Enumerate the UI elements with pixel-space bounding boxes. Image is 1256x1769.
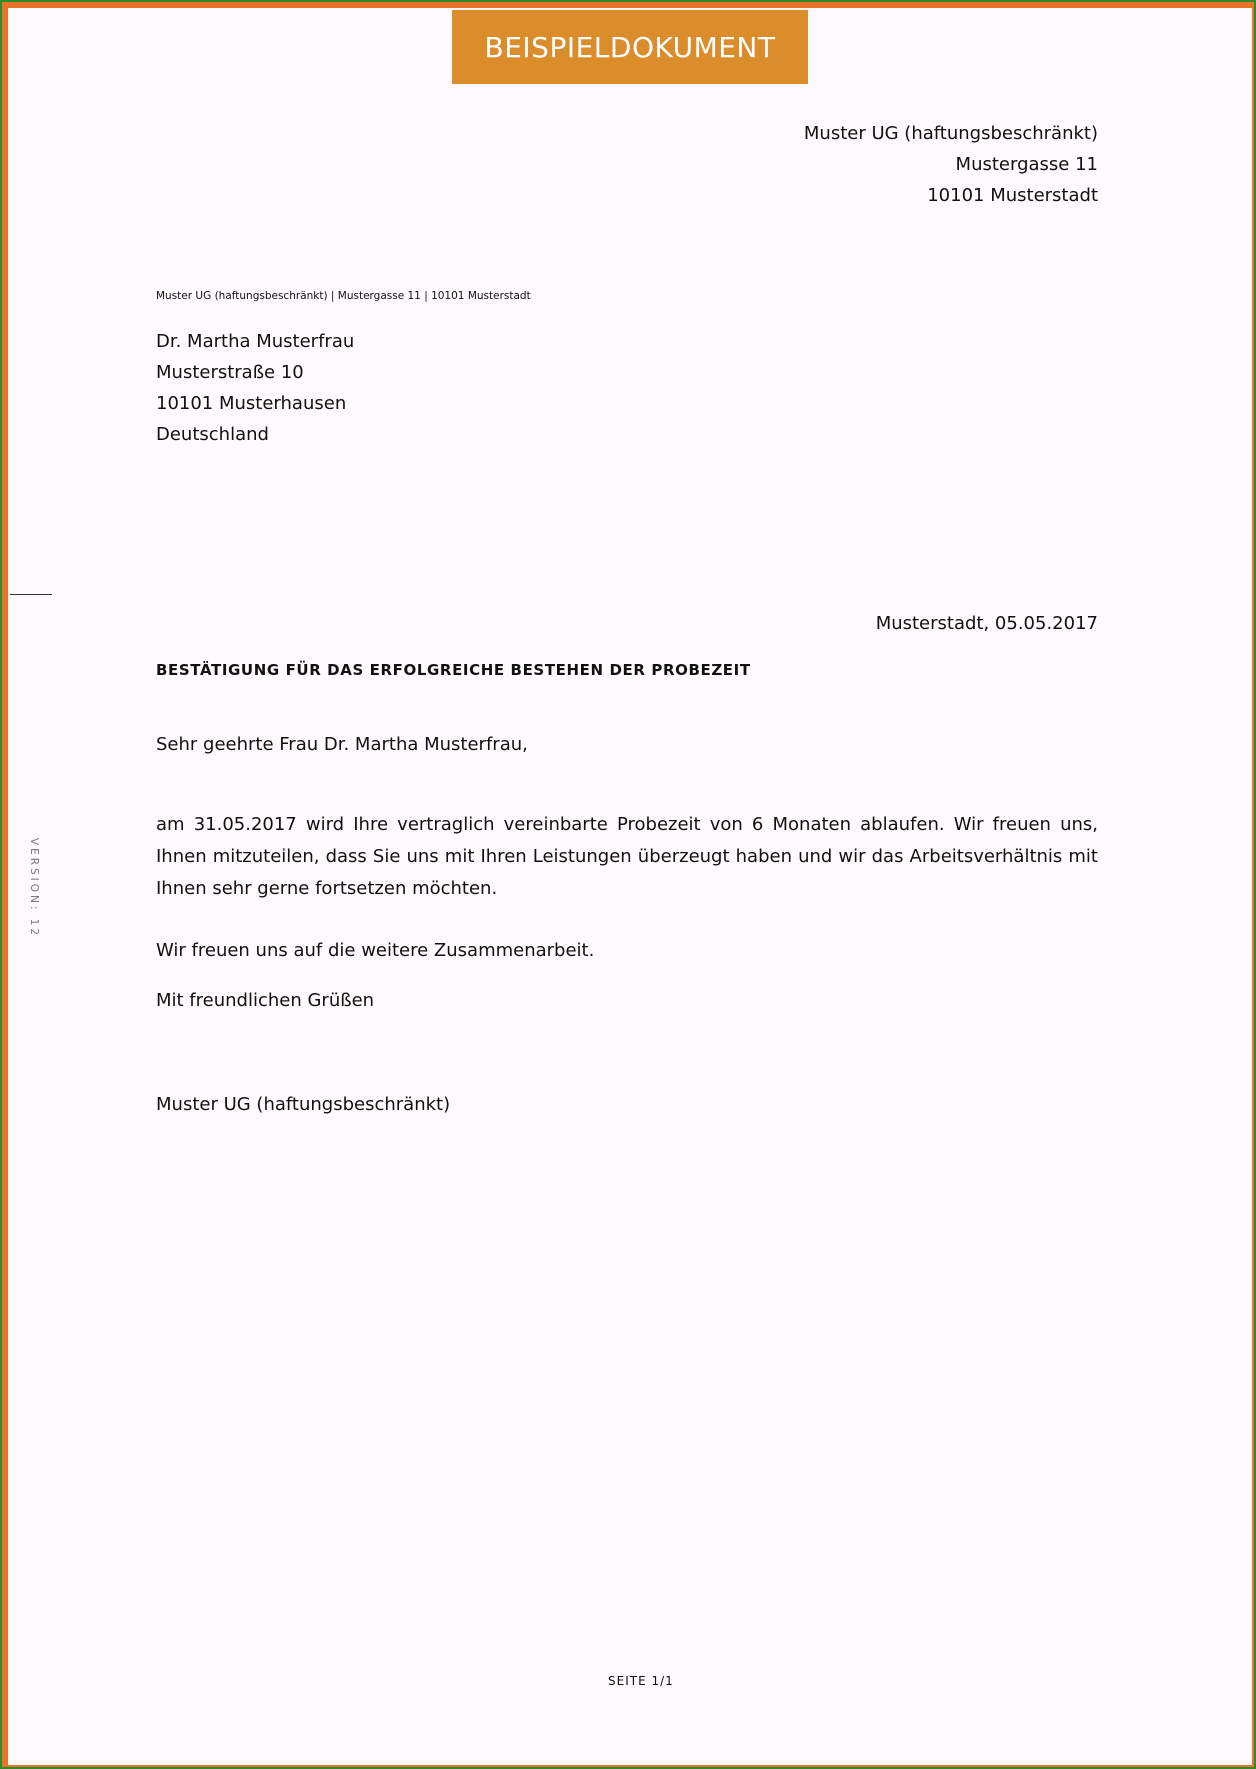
place-date: Musterstadt, 05.05.2017 — [875, 613, 1098, 634]
recipient-street: Musterstraße 10 — [156, 362, 304, 383]
signature-company: Muster UG (haftungsbeschränkt) — [156, 1094, 451, 1115]
recipient-city: 10101 Musterhausen — [156, 393, 347, 414]
page-number: SEITE 1/1 — [608, 1674, 674, 1688]
recipient-country: Deutschland — [156, 424, 269, 445]
sample-document-banner: BEISPIELDOKUMENT — [452, 10, 808, 84]
recipient-name: Dr. Martha Musterfrau — [156, 331, 355, 352]
letter-body: am 31.05.2017 wird Ihre vertraglich vereinbarte Probezeit von 6 Monaten ablaufen. Wir freuen uns, Ihnen mitzuteilen, dass Sie uns mit Ihren Leistungen überzeugt haben und wir das Arbeitsverhältnis mit Ihnen sehr gerne fortsetzen möchten. — [156, 814, 1098, 899]
salutation: Sehr geehrte Frau Dr. Martha Musterfrau, — [156, 734, 528, 755]
sender-street: Mustergasse 11 — [955, 154, 1098, 175]
closing-sentence: Wir freuen uns auf die weitere Zusammenarbeit. — [156, 940, 595, 961]
return-address-line: Muster UG (haftungsbeschränkt) | Mustergasse 11 | 10101 Musterstadt — [156, 290, 531, 302]
letter-subject: BESTÄTIGUNG FÜR DAS ERFOLGREICHE BESTEHEN DER PROBEZEIT — [156, 661, 751, 679]
recipient-address — [156, 326, 354, 450]
sender-city: 10101 Musterstadt — [927, 185, 1098, 206]
fold-mark — [10, 594, 52, 595]
closing-formula: Mit freundlichen Grüßen — [156, 990, 375, 1011]
sender-name: Muster UG (haftungsbeschränkt) — [803, 123, 1098, 144]
sender-address — [804, 118, 1098, 211]
letter-page — [8, 8, 1252, 1765]
version-label: VERSION: 12 — [28, 837, 40, 939]
